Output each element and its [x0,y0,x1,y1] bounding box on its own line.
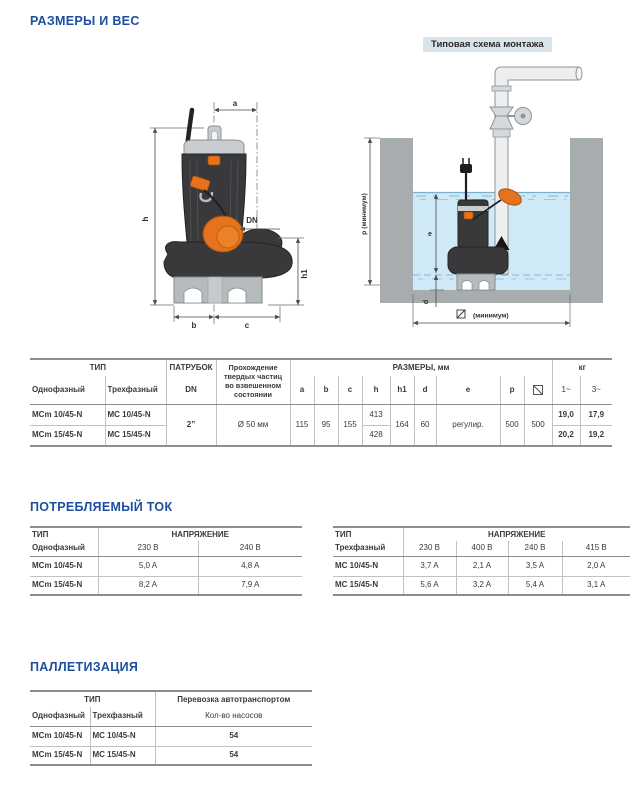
current-table-single-phase [30,526,302,596]
col-header-sizes: РАЗМЕРЫ, мм [290,359,552,376]
pump-qty: 54 [155,746,312,765]
current-value: 2,0 A [562,556,630,576]
section-title-current: ПОТРЕБЛЯЕМЫЙ ТОК [30,500,173,514]
col-header-d: d [414,376,436,404]
col-header-voltage: НАПРЯЖЕНИЕ [403,527,630,541]
section-title-palletization: ПАЛЛЕТИЗАЦИЯ [30,660,139,674]
particles-value: Ø 50 мм [216,404,290,446]
table-row [30,556,302,576]
gate-valve [490,107,532,137]
pit-diameter-icon [533,385,543,395]
current-value: 3,2 A [456,576,508,595]
col-header-h1: h1 [390,376,414,404]
col-header-230v: 230 В [403,541,456,556]
pit-diameter-icon [457,310,465,318]
col-header-415v: 415 В [562,541,630,556]
col-header-phase: Однофазный [30,541,98,556]
table-row [30,746,312,765]
model-three: MC 15/45-N [105,425,166,446]
col-header-h: h [362,376,390,404]
col-header-c: c [338,376,362,404]
dim-label-h1: h1 [300,269,309,279]
dim-a: 115 [290,404,314,446]
col-header-particles: Прохождение твердых частиц во взвешенном состоянии [216,359,290,404]
col-header-dn: DN [166,376,216,404]
dim-b: 95 [314,404,338,446]
model-single: MCm 10/45-N [30,726,90,746]
current-value: 3,7 A [403,556,456,576]
col-header-patrubok: ПАТРУБОК [166,359,216,376]
dim-label-h: h [141,216,150,222]
current-value: 8,2 A [98,576,198,595]
col-header-240v: 240 В [198,541,302,556]
dim-d: 60 [414,404,436,446]
dim-label-c: c [244,321,250,330]
pump-qty: 54 [155,726,312,746]
col-header-type: ТИП [30,691,155,707]
dim-label-min-width: (минимум) [473,312,509,320]
model-three: MC 10/45-N [90,726,155,746]
dim-label-a: a [232,99,238,108]
installation-diagram-title: Типовая схема монтажа [423,37,552,52]
dn-value: 2” [166,404,216,446]
current-value: 5,4 A [508,576,562,595]
current-value: 5,0 A [98,556,198,576]
dim-label-d: d [423,299,430,305]
col-header-kg: кг [552,359,612,376]
dim-label-b: b [191,321,197,330]
col-header-a: a [290,376,314,404]
col-header-kg-3ph: 3~ [580,376,612,404]
dim-h1: 164 [390,404,414,446]
model: MCm 15/45-N [30,576,98,595]
palletization-table [30,690,312,766]
model-single: MCm 15/45-N [30,425,105,446]
power-plug [460,164,472,173]
weight-1ph: 19,0 [552,404,580,425]
model: MC 10/45-N [333,556,403,576]
table-row [333,576,630,595]
col-header-230v: 230 В [98,541,198,556]
col-header-400v: 400 В [456,541,508,556]
dim-label-p-min: p (минимум) [361,193,368,235]
col-header-three-phase: Трехфазный [105,376,166,404]
col-header-b: b [314,376,338,404]
col-header-e: e [436,376,500,404]
current-value: 3,1 A [562,576,630,595]
weight-3ph: 19,2 [580,425,612,446]
col-header-type: ТИП [333,527,403,541]
col-header-type: ТИП [30,359,166,376]
current-value: 4,8 A [198,556,302,576]
col-header-single-phase: Однофазный [30,376,105,404]
table-row [30,726,312,746]
table-row [30,404,612,425]
col-header-voltage: НАПРЯЖЕНИЕ [98,527,302,541]
col-header-qty: Кол-во насосов [155,707,312,726]
dim-p: 500 [500,404,524,446]
model-single: MCm 15/45-N [30,746,90,765]
model-single: MCm 10/45-N [30,404,105,425]
pump-dimension-drawing [128,96,343,336]
section-title-dimensions: РАЗМЕРЫ И ВЕС [30,14,140,28]
col-header-three-phase: Трехфазный [90,707,155,726]
table-row [30,576,302,595]
col-header-diameter [524,376,552,404]
model-three: MC 10/45-N [105,404,166,425]
installation-diagram [360,36,642,336]
model: MCm 10/45-N [30,556,98,576]
table-row [333,556,630,576]
col-header-kg-1ph: 1~ [552,376,580,404]
model: MC 15/45-N [333,576,403,595]
dim-label-dn: DN [246,216,258,225]
col-header-phase: Трехфазный [333,541,403,556]
current-value: 7,9 A [198,576,302,595]
dimensions-table [30,358,612,447]
col-header-240v: 240 В [508,541,562,556]
current-value: 2,1 A [456,556,508,576]
current-value: 5,6 A [403,576,456,595]
current-value: 3,5 A [508,556,562,576]
cable-gland [208,156,220,165]
col-header-p: p [500,376,524,404]
dim-c: 155 [338,404,362,446]
weight-1ph: 20,2 [552,425,580,446]
col-header-transport: Перевозка автотранспортом [155,691,312,707]
current-table-three-phase [333,526,630,596]
dim-e: регулир. [436,404,500,446]
dim-label-e: e [428,231,432,238]
weight-3ph: 17,9 [580,404,612,425]
dim-h: 428 [362,425,390,446]
dim-diameter: 500 [524,404,552,446]
col-header-type: ТИП [30,527,98,541]
model-three: MC 15/45-N [90,746,155,765]
dim-h: 413 [362,404,390,425]
col-header-single-phase: Однофазный [30,707,90,726]
